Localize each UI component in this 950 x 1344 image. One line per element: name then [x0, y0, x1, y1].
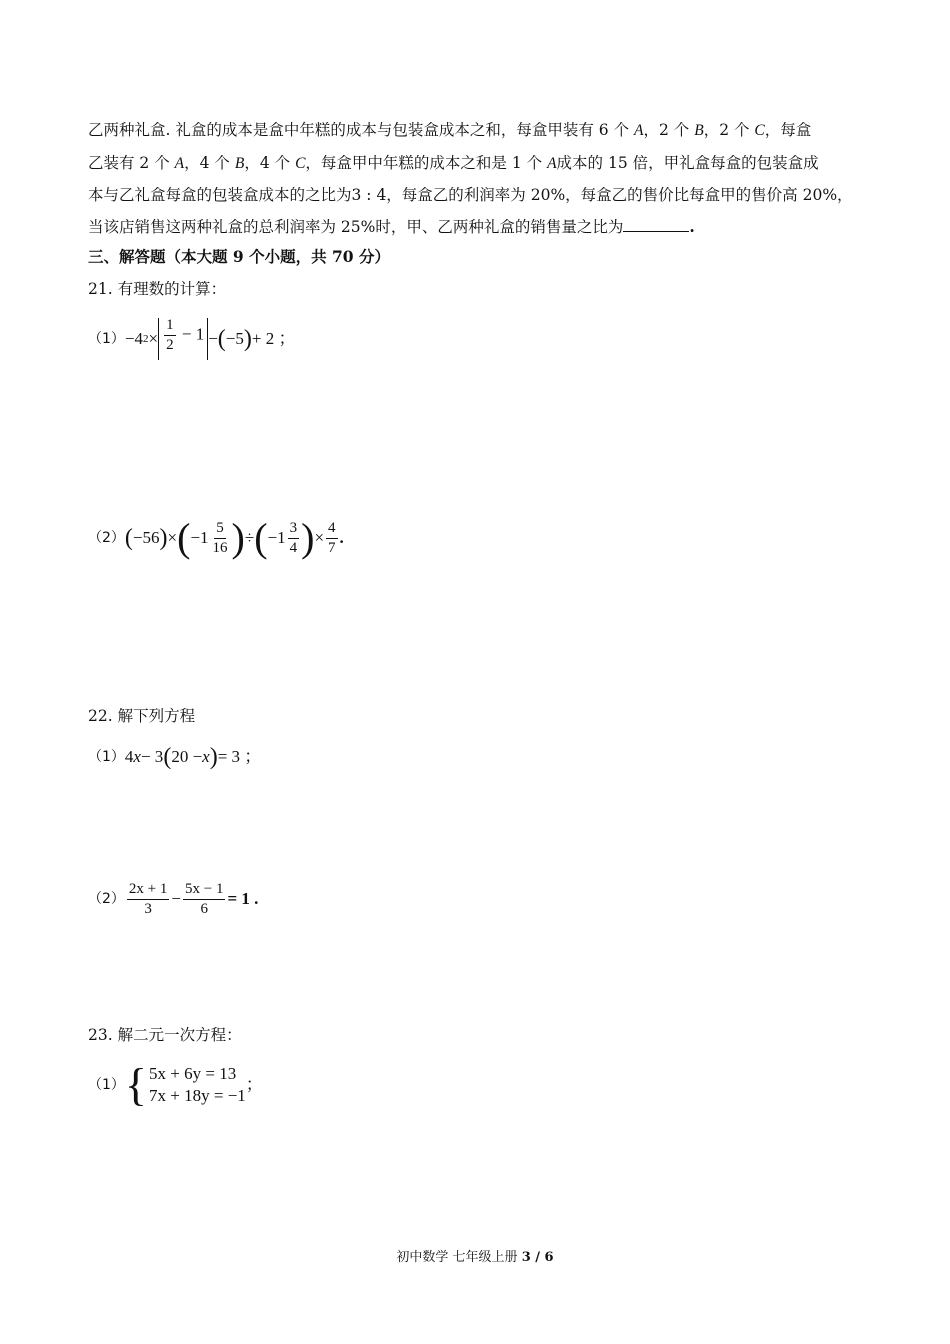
question-22-part-2: （2） $\frac{2x + 1}{3}$ − $\frac{5x - 1}{6}$ = 1 . [88, 880, 259, 917]
paragraph-line-2: 乙装有 2 个 A，4 个 B，4 个 C，每盒甲中年糕的成本之和是 1 个 A成本的 15 倍，甲礼盒每盒的包装盒成 [88, 154, 819, 172]
fraction: $\frac{3}{4}$ [289, 519, 298, 556]
question-23-part-1: （1） { 5x + 6y = 13 7x + 18y = −1 ； [88, 1059, 263, 1110]
question-21-title: 21. 有理数的计算： [88, 280, 227, 298]
equation-1: 5x + 6y = 13 [149, 1064, 237, 1083]
question-21-part-1: （1） −4 2 × $\frac{1}{2}$ − 1 − ( −5 ) + 2 ； [88, 316, 295, 362]
paragraph-line-3: 本与乙礼盒每盒的包装盒成本的之比为3 : 4，每盒乙的利润率为 20%，每盒乙的售价比每盒甲的售价高 20%， [88, 186, 853, 204]
question-22-part-1: （1） 4 x − 3 ( 20 − x ) = 3 ； [88, 744, 262, 770]
equation-system [124, 1059, 246, 1110]
equation-2: 7x + 18y = −1 [149, 1086, 246, 1105]
fraction: $\frac{5x - 1}{6}$ [184, 880, 224, 917]
paragraph-line-1: 乙两种礼盒. 礼盒的成本是盒中年糕的成本与包装盒成本之和，每盒甲装有 6 个 A，2 个 B，2 个 C，每盒 [88, 121, 812, 139]
left-brace: { [124, 1059, 148, 1110]
fraction: $\frac{1}{2}$ [166, 317, 174, 353]
answer-blank[interactable] [623, 217, 689, 232]
question-22-title: 22. 解下列方程 [88, 707, 196, 725]
page-number: 3 / 6 [521, 1250, 554, 1265]
section-heading: 三、解答题（本大题 9 个小题，共 70 分） [88, 247, 390, 266]
question-23-title: 23. 解二元一次方程： [88, 1026, 242, 1044]
fraction: $\frac{2x + 1}{3}$ [128, 880, 168, 917]
fraction: $\frac{4}{7}$ [328, 519, 336, 556]
page-footer: 初中数学 七年级上册 3 / 6 [396, 1250, 554, 1265]
question-21-part-2: （2） ( −56 ) × ( −1 $\frac{5}{16}$ ) ÷ ( −1 $\frac{3}{4}$ ) × $\frac{4}{7}$ . [88, 515, 344, 560]
fraction: $\frac{5}{16}$ [212, 519, 228, 556]
paragraph-line-4: 当该店销售这两种礼盒的总利润率为 25%时，甲、乙两种礼盒的销售量之比为 . [88, 217, 695, 236]
absolute-value: $\frac{1}{2}$ − 1 [158, 318, 208, 360]
